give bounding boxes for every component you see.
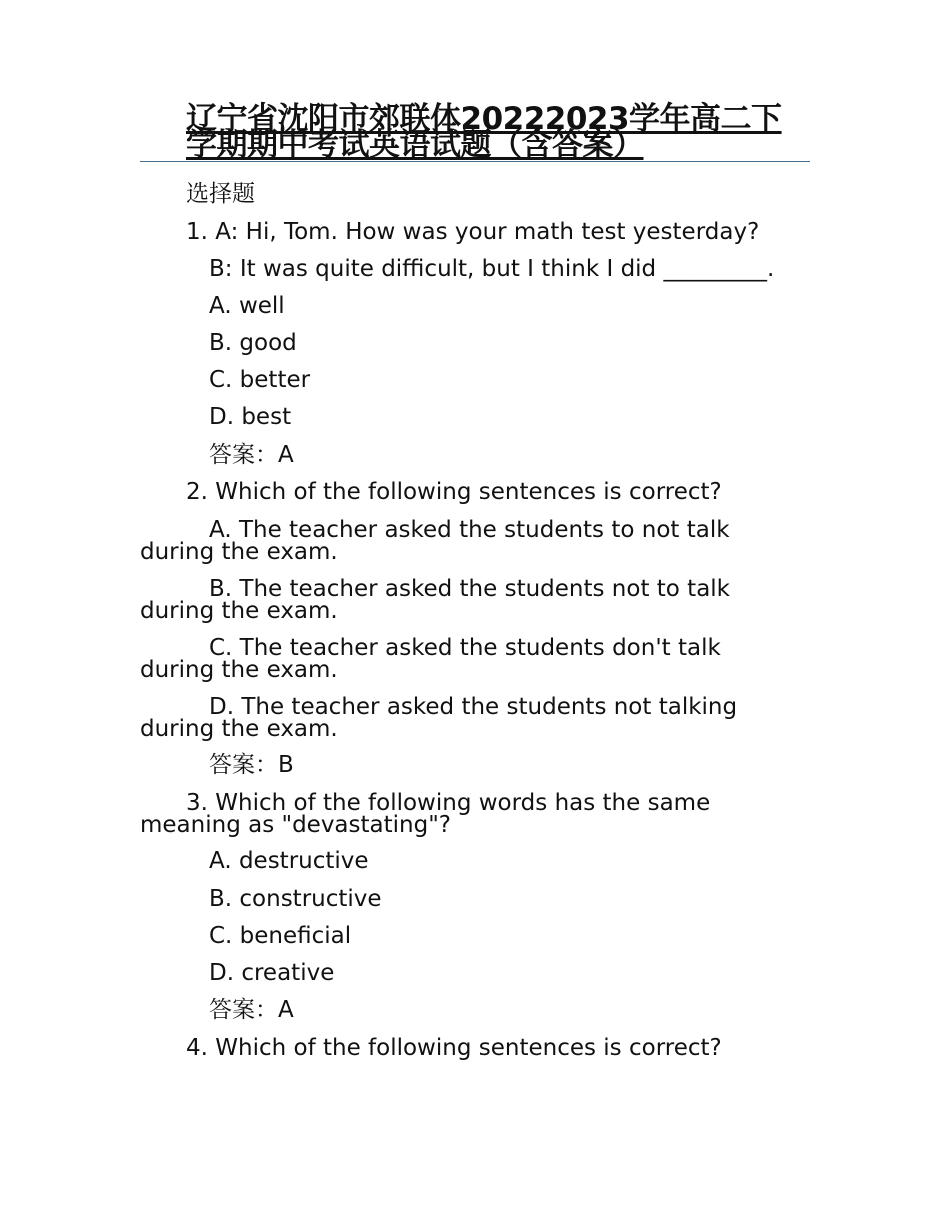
q1-option-b: B. good [209, 330, 297, 356]
q2-answer: 答案：B [209, 752, 294, 778]
title-divider [140, 161, 810, 162]
q4-stem: 4. Which of the following sentences is correct? [186, 1035, 722, 1061]
q1-answer: 答案：A [209, 442, 294, 468]
q3-option-c: C. beneficial [209, 923, 352, 949]
q1-option-d: D. best [209, 404, 292, 430]
q2-option-c-line2: during the exam. [140, 657, 338, 683]
q2-option-b-line1: B. The teacher asked the students not to talk [209, 576, 731, 602]
q2-option-d-line1: D. The teacher asked the students not talking [209, 694, 738, 720]
q2-option-a-line2: during the exam. [140, 539, 338, 565]
q3-option-b: B. constructive [209, 886, 382, 912]
q2-stem: 2. Which of the following sentences is correct? [186, 479, 722, 505]
q2-option-b-line2: during the exam. [140, 598, 338, 624]
q2-option-d-line2: during the exam. [140, 716, 338, 742]
q1-stem-a: 1. A: Hi, Tom. How was your math test yesterday? [186, 219, 760, 245]
q1-stem-b: B: It was quite difficult, but I think I did _________. [209, 256, 775, 282]
q3-option-d: D. creative [209, 960, 335, 986]
q2-option-c-line1: C. The teacher asked the students don't talk [209, 635, 721, 661]
q3-stem-line1: 3. Which of the following words has the same [186, 790, 711, 816]
q3-answer: 答案：A [209, 997, 294, 1023]
q3-option-a: A. destructive [209, 848, 369, 874]
document-title: 辽宁省沈阳市郊联体20222023学年高二下学期期中考试英语试题（含答案） [186, 101, 782, 163]
section-label: 选择题 [186, 181, 255, 207]
q3-stem-line2: meaning as "devastating"? [140, 812, 451, 838]
q1-option-c: C. better [209, 367, 311, 393]
q1-option-a: A. well [209, 293, 285, 319]
q2-option-a-line1: A. The teacher asked the students to not talk [209, 517, 730, 543]
